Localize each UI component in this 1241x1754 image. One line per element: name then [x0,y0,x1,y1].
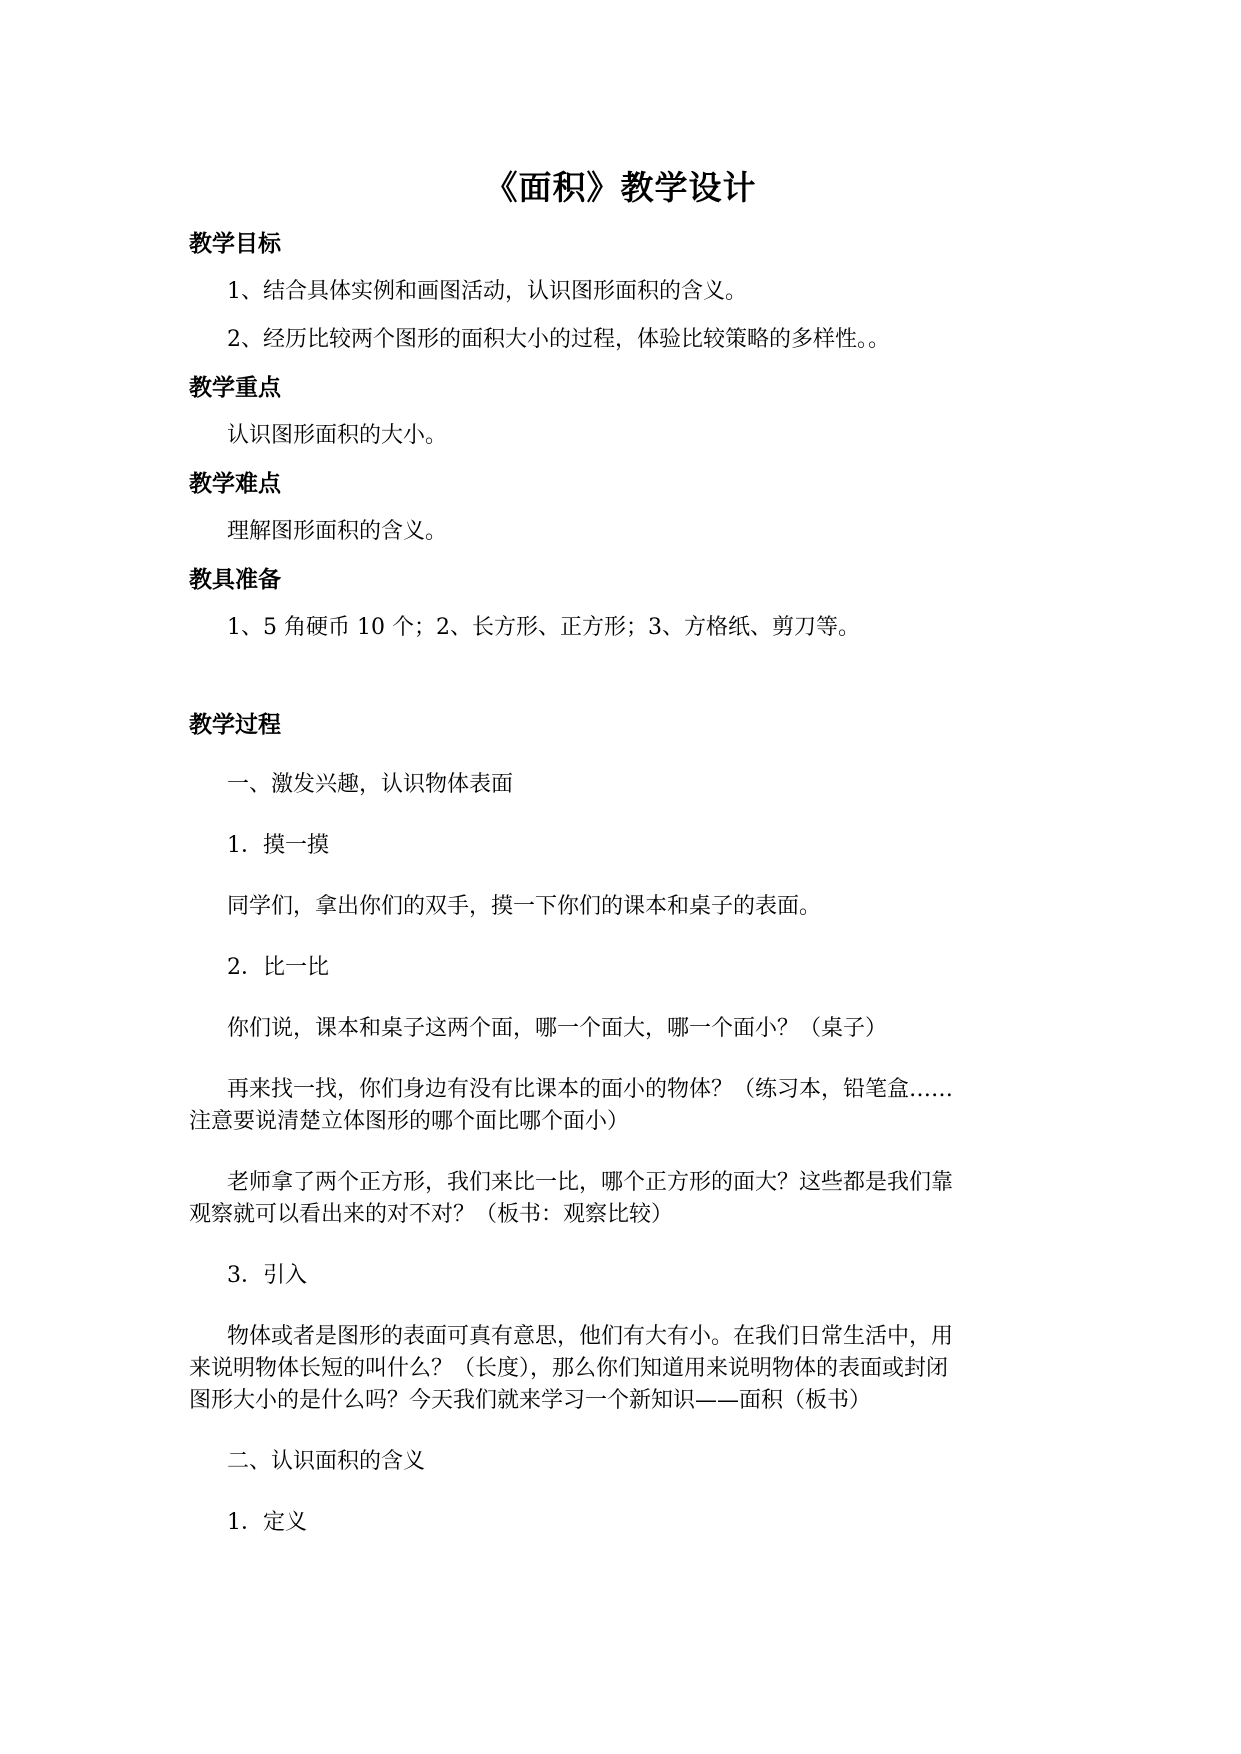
process-paragraph: 物体或者是图形的表面可真有意思，他们有大有小。在我们日常生活中，用 [227,1324,954,1349]
process-paragraph: 同学们，拿出你们的双手，摸一下你们的课本和桌子的表面。 [227,894,822,919]
process-step-touch: 1．摸一摸 [227,833,329,858]
process-section-2-title: 二、认识面积的含义 [227,1449,426,1474]
process-paragraph-continued: 图形大小的是什么吗？今天我们就来学习一个新知识——面积（板书） [189,1388,872,1413]
process-paragraph-continued: 来说明物体长短的叫什么？（长度），那么你们知道用来说明物体的表面或封闭 [189,1356,949,1381]
difficulties-heading: 教学难点 [189,471,281,497]
materials-text: 1、5 角硬币 10 个；2、长方形、正方形；3、方格纸、剪刀等。 [227,615,860,640]
process-paragraph: 你们说，课本和桌子这两个面，哪一个面大，哪一个面小？（桌子） [227,1016,888,1041]
key-points-heading: 教学重点 [189,375,281,401]
goal-item-1: 1、结合具体实例和画图活动，认识图形面积的含义。 [227,279,747,304]
document-title: 《面积》教学设计 [484,168,757,207]
process-step-intro: 3．引入 [227,1263,307,1288]
process-paragraph: 老师拿了两个正方形，我们来比一比，哪个正方形的面大？这些都是我们靠 [227,1170,954,1195]
goals-heading: 教学目标 [189,231,281,257]
process-step-compare: 2．比一比 [227,955,329,980]
materials-heading: 教具准备 [189,567,281,593]
process-paragraph: 再来找一找，你们身边有没有比课本的面小的物体？（练习本，铅笔盒…… [227,1077,954,1102]
process-heading: 教学过程 [189,712,281,738]
process-paragraph-continued: 注意要说清楚立体图形的哪个面比哪个面小） [189,1109,630,1134]
key-points-text: 认识图形面积的大小。 [227,423,448,448]
difficulties-text: 理解图形面积的含义。 [227,519,448,544]
goal-item-2: 2、经历比较两个图形的面积大小的过程，体验比较策略的多样性。。 [227,327,890,352]
process-paragraph-continued: 观察就可以看出来的对不对？（板书：观察比较） [189,1202,674,1227]
process-step-definition: 1．定义 [227,1510,307,1535]
process-section-1-title: 一、激发兴趣，认识物体表面 [227,772,514,797]
